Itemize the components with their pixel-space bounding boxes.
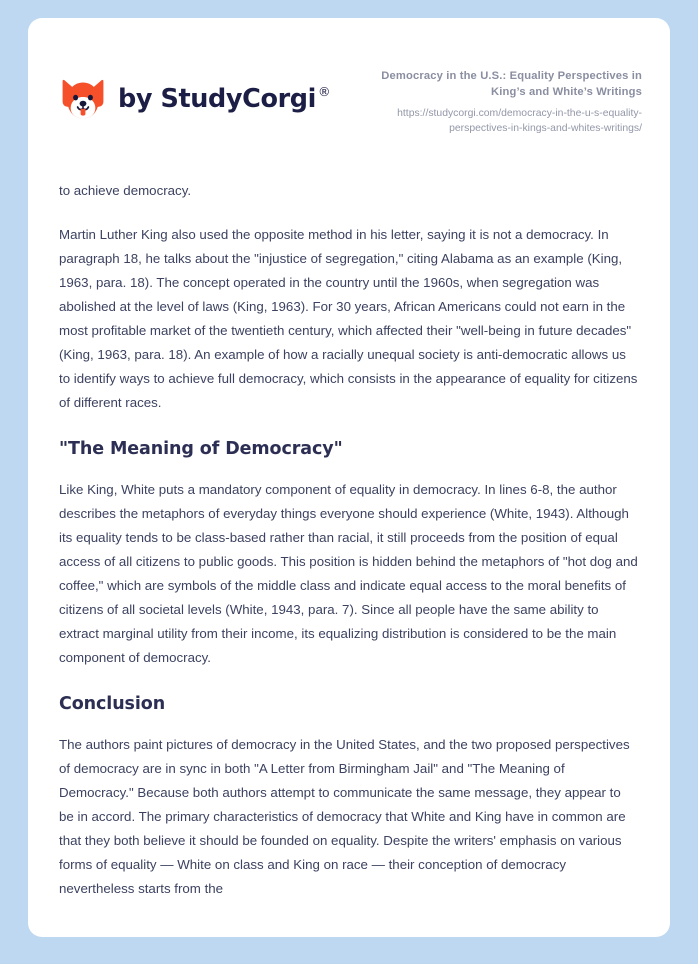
document-title: Democracy in the U.S.: Equality Perspectives in King’s and White’s Writings xyxy=(381,70,642,98)
document-meta xyxy=(330,67,642,136)
document-page-card xyxy=(28,18,670,937)
document-header xyxy=(28,18,670,136)
studycorgi-brand[interactable] xyxy=(59,67,330,123)
section-heading: Conclusion xyxy=(59,694,166,714)
article-paragraph: to achieve democracy. xyxy=(59,183,192,198)
article-body xyxy=(28,179,670,901)
article-paragraph: Martin Luther King also used the opposite method in his letter, saying it is not a democracy. In paragraph 18, he talks about the "injustice of segregation," citing Alabama as an example (King, 1963, para. 18). The concept operated in the country until the 1960s, when segregation was abolished at the level of laws (King, 1963). For 30 years, African Americans could not earn in the most profitable market of the twentieth century, which affected their "well-being in future decades" (King, 1963, para. 18). An example of how a racially unequal society is anti-democratic allows us to identify ways to achieve full democracy, which consists in the appearance of equality for citizens of different races. xyxy=(59,227,638,410)
registered-trademark-icon: ® xyxy=(317,83,331,99)
document-source-url[interactable]: https://studycorgi.com/democracy-in-the-u-s-equality-perspectives-in-kings-and-whites-writings/ xyxy=(397,108,642,134)
section-heading: "The Meaning of Democracy" xyxy=(59,439,343,459)
wordmark-text: by StudyCorgi xyxy=(118,84,316,114)
corgi-logo-icon xyxy=(59,75,107,123)
studycorgi-wordmark xyxy=(118,84,330,114)
article-paragraph: Like King, White puts a mandatory component of equality in democracy. In lines 6-8, the author describes the metaphors of everyday things everyone should experience (White, 1943). Although its equality tends to be class-based rather than racial, it still proceeds from the position of equal access of all citizens to public goods. This position is hidden behind the metaphors of "hot dog and coffee," which are symbols of the middle class and indicate equal access to the moral benefits of citizens of all societal levels (White, 1943, para. 7). Since all people have the same ability to extract marginal utility from their income, its equalizing distribution is considered to be the main component of democracy. xyxy=(59,482,638,665)
article-paragraph: The authors paint pictures of democracy in the United States, and the two proposed perspectives of democracy are in sync in both "A Letter from Birmingham Jail" and "The Meaning of Democracy." Because both authors attempt to communicate the same message, they appear to be in accord. The primary characteristics of democracy that White and King have in common are that they both believe it should be founded on equality. Despite the writers' emphasis on various forms of equality — White on class and King on race — their conception of democracy nevertheless starts from the xyxy=(59,737,630,896)
